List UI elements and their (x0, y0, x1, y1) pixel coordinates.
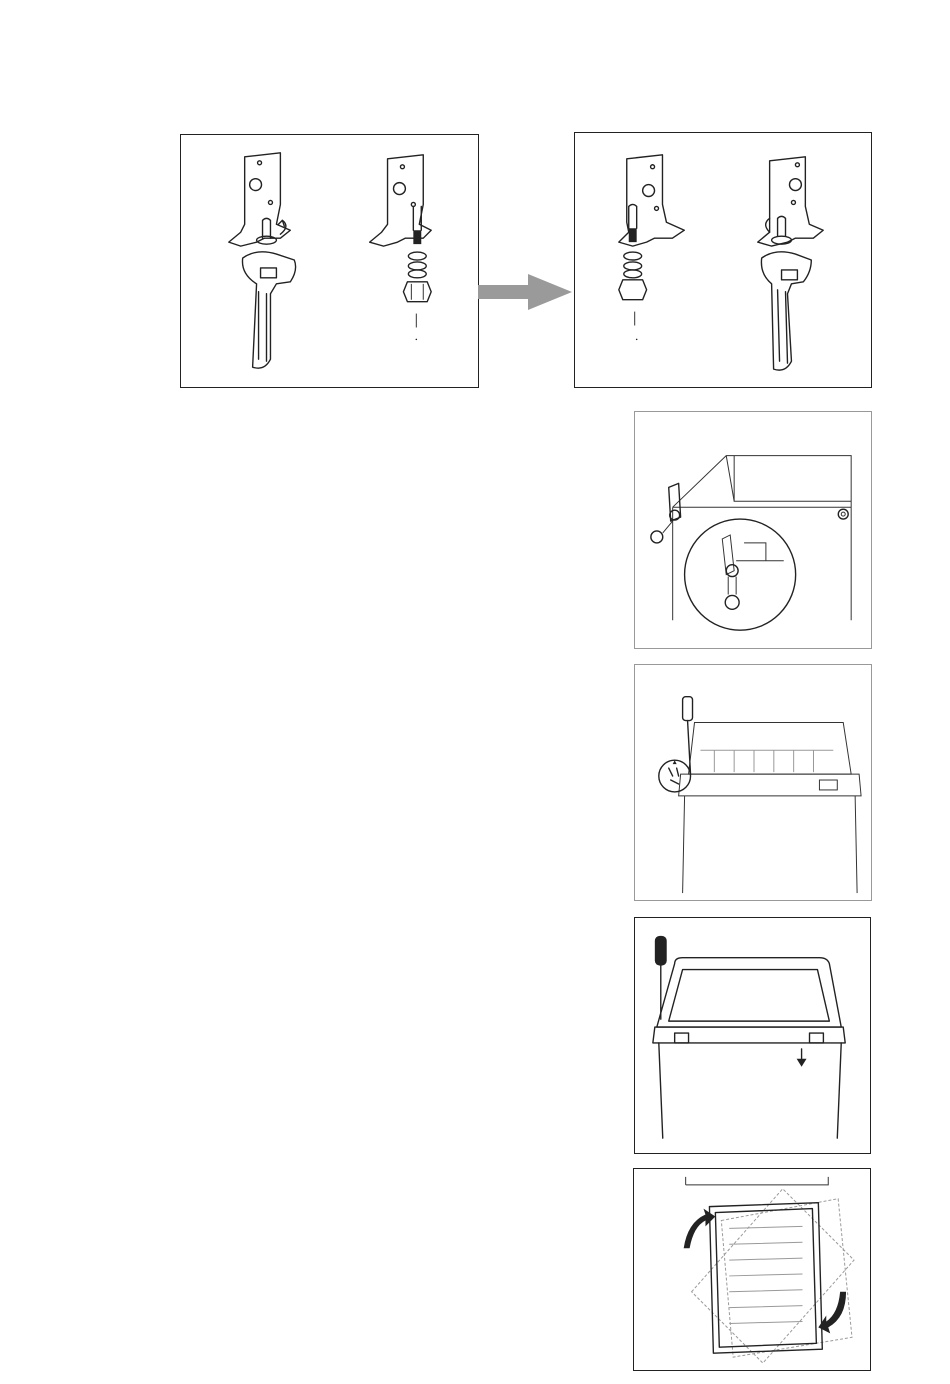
screwdriver-icon (655, 936, 667, 1019)
figure-top-cover (634, 917, 871, 1154)
washer-icon (408, 252, 426, 278)
washer-icon (624, 252, 642, 278)
next-step-arrow-icon (478, 270, 573, 315)
hinge-bracket-icon (758, 157, 823, 246)
top-cover-illustration (635, 918, 870, 1153)
hinge-reinstall-illustration (575, 133, 871, 387)
cabinet-icon (673, 456, 851, 621)
figure-hinge-reinstall (574, 132, 872, 388)
cabinet-icon (679, 723, 861, 894)
figure-hinge-detail (634, 411, 872, 649)
top-screws-illustration (635, 665, 871, 900)
door-icon (692, 1189, 854, 1363)
magnifier-circle-icon (685, 519, 796, 630)
hinge-icon (651, 483, 681, 542)
figure-door-flip (633, 1168, 871, 1371)
hinge-detail-illustration (635, 412, 871, 648)
down-arrow-icon (797, 1049, 807, 1067)
hinge-bracket-icon (229, 153, 291, 246)
wrench-icon (761, 252, 811, 370)
hinge-pin-icon (629, 204, 637, 242)
hinge-bracket-icon (619, 155, 684, 246)
rotate-arrow-icon (818, 1292, 846, 1334)
nut-icon (619, 280, 647, 340)
figure-top-screws (634, 664, 872, 901)
nut-icon (403, 282, 431, 340)
door-flip-illustration (634, 1169, 870, 1370)
wrench-icon (242, 252, 295, 368)
top-cover-icon (653, 958, 845, 1138)
hinge-removal-illustration (181, 135, 478, 387)
screw-detail-icon (659, 760, 691, 792)
hinge-bracket-icon (370, 155, 432, 246)
figure-hinge-removal (180, 134, 479, 388)
